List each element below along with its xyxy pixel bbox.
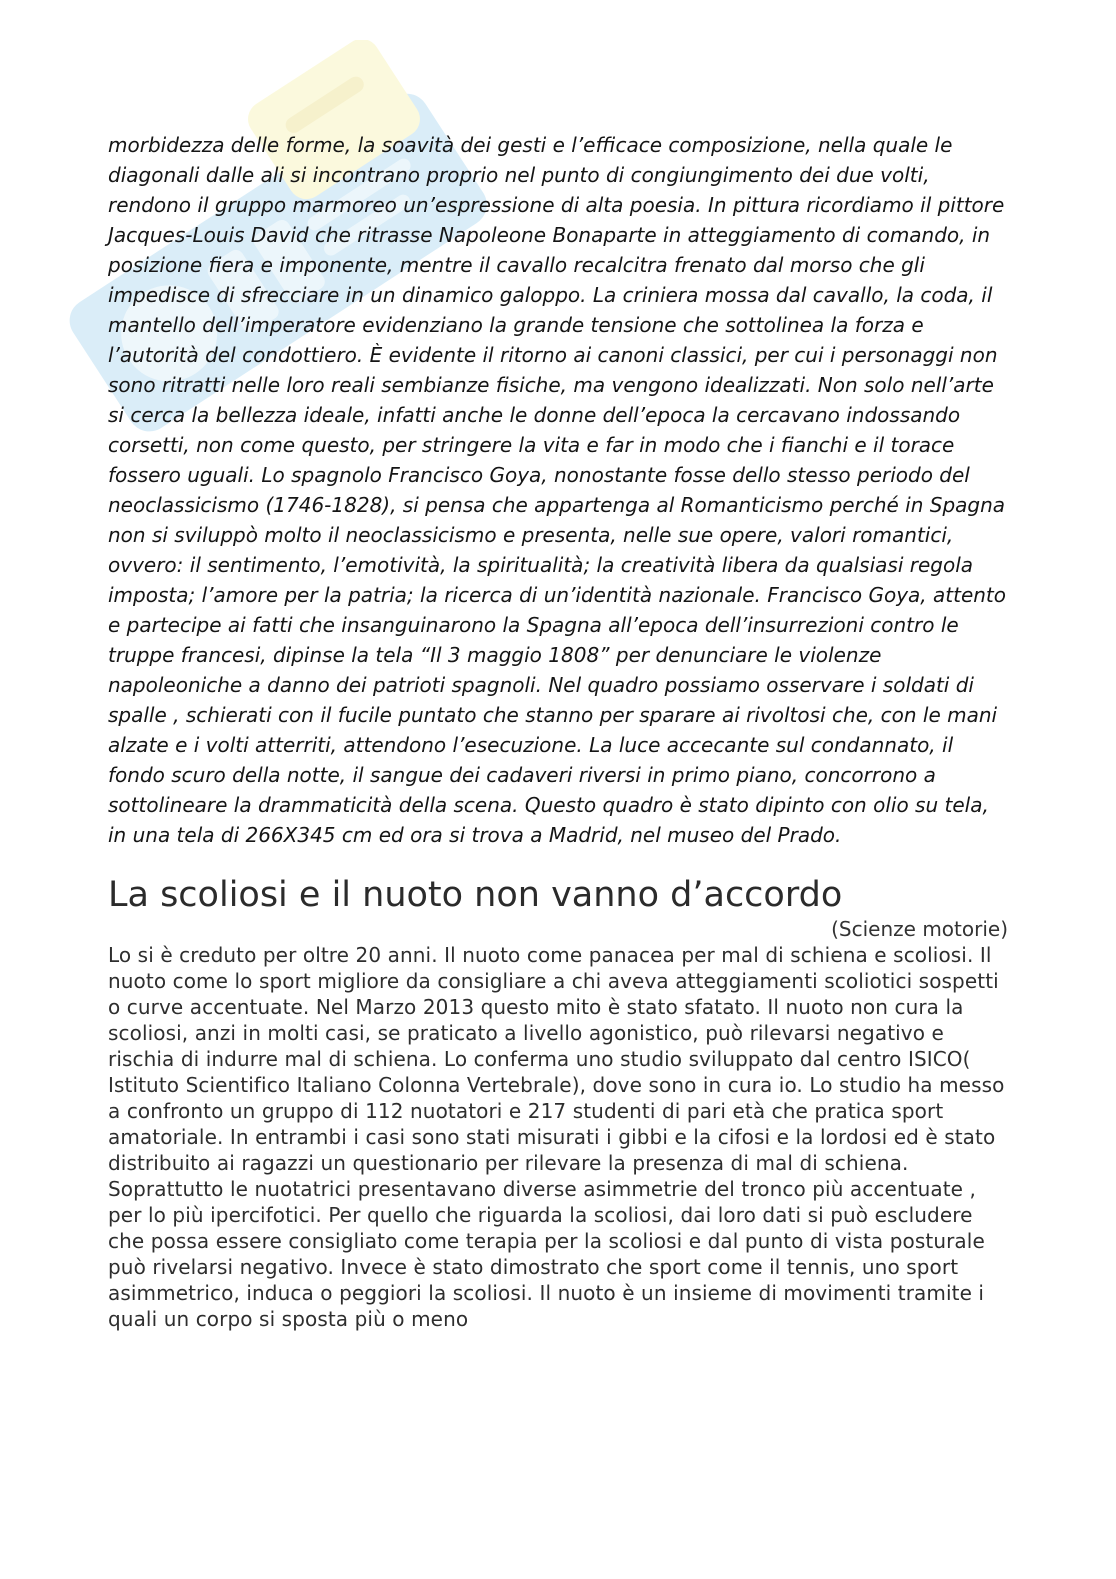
scoliosis-section xyxy=(108,874,1008,1332)
section-title: La scoliosi e il nuoto non vanno d’accordo xyxy=(108,875,843,915)
document-page xyxy=(108,130,1008,1332)
section-subject: (Scienze motorie) xyxy=(831,917,1008,941)
section-body-paragraph: Lo si è creduto per oltre 20 anni. Il nuoto come panacea per mal di schiena e scoliosi. Il nuoto come lo sport migliore da consigliare a chi aveva atteggiamenti scoliotici sospetti o curve accentuate. Nel Marzo 2013 questo mito è stato sfatato. Il nuoto non cura la scoliosi, anzi in molti casi, se praticato a livello agonistico, può rilevarsi negativo e rischia di indurre mal di schiena. Lo conferma uno studio sviluppato dal centro ISICO( Istituto Scientifico Italiano Colonna Vertebrale), dove sono in cura io. Lo studio ha messo a confronto un gruppo di 112 nuotatori e 217 studenti di pari età che pratica sport amatoriale. In entrambi i casi sono stati misurati i gibbi e la cifosi e la lordosi ed è stato distribuito ai ragazzi un questionario per rilevare la presenza di mal di schiena. Soprattutto le nuotatrici presentavano diverse asimmetrie del tronco più accentuate , per lo più ipercifotici. Per quello che riguarda la scoliosi, dai loro dati si può escludere che possa essere consigliato come terapia per la scoliosi e dal punto di vista posturale può rivelarsi negativo. Invece è stato dimostrato che sport come il tennis, uno sport asimmetrico, induca o peggiori la scoliosi. Il nuoto è un insieme di movimenti tramite i quali un corpo si sposta più o meno xyxy=(108,943,1005,1331)
intro-paragraph: morbidezza delle forme, la soavità dei gesti e l’efficace composizione, nella quale le diagonali dalle ali si incontrano proprio nel punto di congiungimento dei due volti, rendono il gruppo marmoreo un’espressione di alta poesia. In pittura ricordiamo il pittore Jacques-Louis David che ritrasse Napoleone Bonaparte in atteggiamento di comando, in posizione fiera e imponente, mentre il cavallo recalcitra frenato dal morso che gli impedisce di sfrecciare in un dinamico galoppo. La criniera mossa dal cavallo, la coda, il mantello dell’imperatore evidenziano la grande tensione che sottolinea la forza e l’autorità del condottiero. È evidente il ritorno ai canoni classici, per cui i personaggi non sono ritratti nelle loro reali sembianze fisiche, ma vengono idealizzati. Non solo nell’arte si cerca la bellezza ideale, infatti anche le donne dell’epoca la cercavano indossando corsetti, non come questo, per stringere la vita e far in modo che i fianchi e il torace fossero uguali. Lo spagnolo Francisco Goya, nonostante fosse dello stesso periodo del neoclassicismo (1746-1828), si pensa che appartenga al Romanticismo perché in Spagna non si sviluppò molto il neoclassicismo e presenta, nelle sue opere, valori romantici, ovvero: il sentimento, l’emotività, la spiritualità; la creatività libera da qualsiasi regola imposta; l’amore per la patria; la ricerca di un’identità nazionale. Francisco Goya, attento e partecipe ai fatti che insanguinarono la Spagna all’epoca dell’insurrezioni contro le truppe francesi, dipinse la tela “Il 3 maggio 1808” per denunciare le violenze napoleoniche a danno dei patrioti spagnoli. Nel quadro possiamo osservare i soldati di spalle , schierati con il fucile puntato che stanno per sparare ai rivoltosi che, con le mani alzate e i volti atterriti, attendono l’esecuzione. La luce accecante sul condannato, il fondo scuro della notte, il sangue dei cadaveri riversi in primo piano, concorrono a sottolineare la drammaticità della scena. Questo quadro è stato dipinto con olio su tela, in una tela di 266X345 cm ed ora si trova a Madrid, nel museo del Prado. xyxy=(108,133,1007,847)
